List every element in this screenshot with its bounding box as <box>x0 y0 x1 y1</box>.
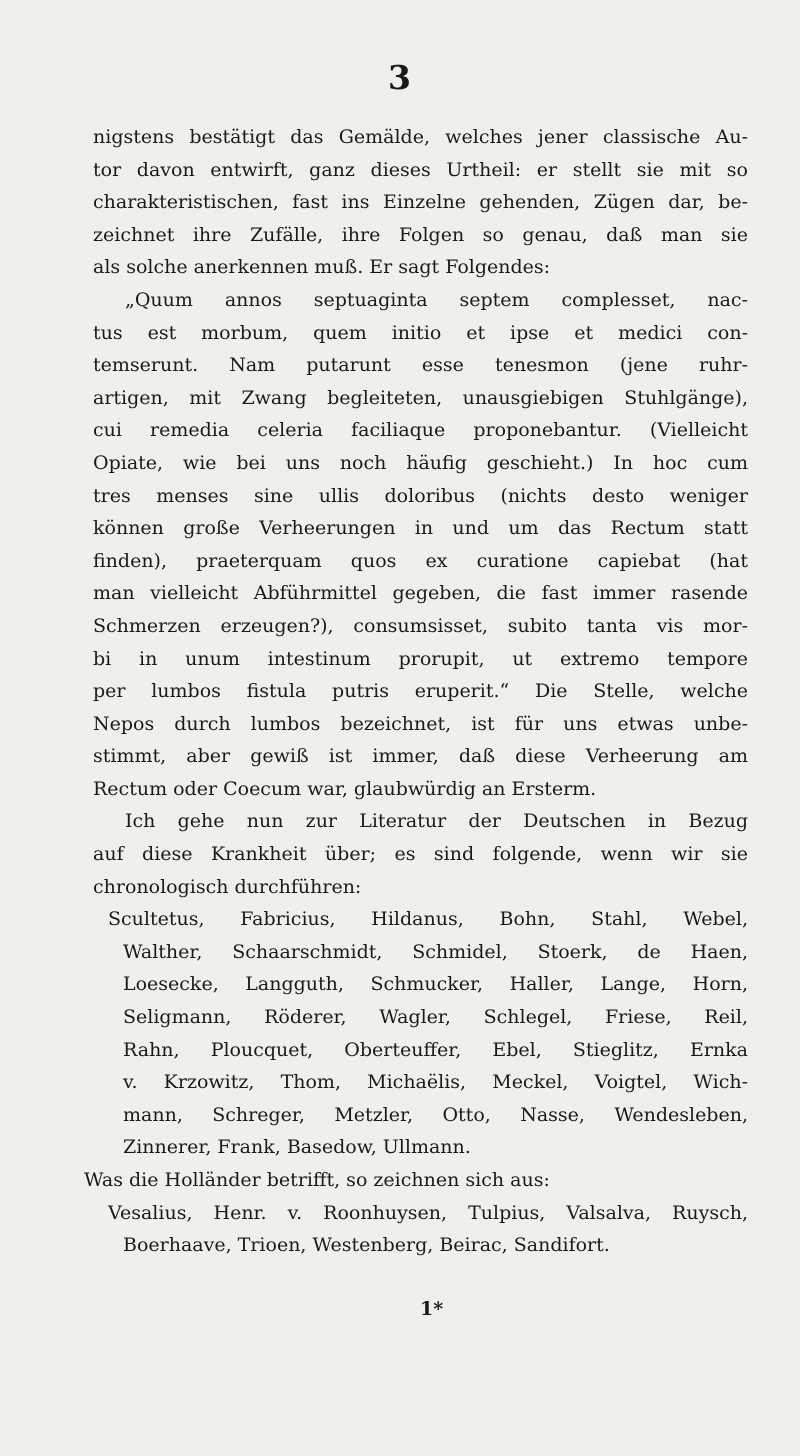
text-line: Nepos durch lumbos bezeichnet, ist für uns etwas unbe- <box>93 712 748 735</box>
text-line: Boerhaave, Trioen, Westenberg, Beirac, Sandifort. <box>123 1234 610 1257</box>
text-line: chronologisch durchführen: <box>93 875 362 898</box>
text-line: Ich gehe nun zur Literatur der Deutschen in Bezug <box>125 810 748 833</box>
text-line: „Quum annos septuaginta septem complesset, nac- <box>125 288 748 311</box>
text-line: mann, Schreger, Metzler, Otto, Nasse, Wendesleben, <box>123 1103 748 1126</box>
signature-mark: 1* <box>420 1298 444 1320</box>
text-line: tus est morbum, quem initio et ipse et medici con- <box>93 321 748 344</box>
text-line: Walther, Schaarschmidt, Schmidel, Stoerk, de Haen, <box>123 940 748 963</box>
text-line: artigen, mit Zwang begleiteten, unausgiebigen Stuhlgänge), <box>93 386 748 409</box>
text-line: cui remedia celeria faciliaque proponebantur. (Vielleicht <box>93 419 748 442</box>
text-line: nigstens bestätigt das Gemälde, welches jener classische Au- <box>93 126 748 148</box>
text-line: als solche anerkennen muß. Er sagt Folgendes: <box>93 256 551 279</box>
text-line: Seligmann, Röderer, Wagler, Schlegel, Friese, Reil, <box>123 1006 748 1029</box>
text-line: tor davon entwirft, ganz dieses Urtheil: er stellt sie mit so <box>93 158 748 181</box>
text-line: Rectum oder Coecum war, glaubwürdig an Ersterm. <box>93 777 597 800</box>
text-line: charakteristischen, fast ins Einzelne gehenden, Zügen dar, be- <box>93 191 748 214</box>
text-line: Vesalius, Henr. v. Roonhuysen, Tulpius, Valsalva, Ruysch, <box>108 1201 748 1224</box>
page-number: 3 <box>388 58 412 97</box>
text-line: man vielleicht Abführmittel gegeben, die fast immer rasende <box>93 582 748 605</box>
text-line: tres menses sine ullis doloribus (nichts desto weniger <box>93 484 748 507</box>
body-text <box>84 121 748 1262</box>
text-line: Scultetus, Fabricius, Hildanus, Bohn, Stahl, Webel, <box>108 908 748 931</box>
text-line: Zinnerer, Frank, Basedow, Ullmann. <box>123 1136 471 1159</box>
text-line: v. Krzowitz, Thom, Michaëlis, Meckel, Voigtel, Wich- <box>123 1071 748 1094</box>
text-line: bi in unum intestinum prorupit, ut extremo tempore <box>93 647 748 670</box>
text-line: Schmerzen erzeugen?), consumsisset, subito tanta vis mor- <box>93 614 748 637</box>
text-line: finden), praeterquam quos ex curatione capiebat (hat <box>93 549 748 572</box>
text-line: können große Verheerungen in und um das Rectum statt <box>93 517 748 540</box>
text-line: stimmt, aber gewiß ist immer, daß diese Verheerung am <box>93 745 748 768</box>
text-line: Loesecke, Langguth, Schmucker, Haller, Lange, Horn, <box>123 973 748 996</box>
text-line: temserunt. Nam putarunt esse tenesmon (jene ruhr- <box>93 354 748 377</box>
text-line: auf diese Krankheit über; es sind folgende, wenn wir sie <box>93 843 748 866</box>
text-line: per lumbos fistula putris eruperit.“ Die Stelle, welche <box>93 680 748 703</box>
text-line: zeichnet ihre Zufälle, ihre Folgen so genau, daß man sie <box>93 223 748 246</box>
text-line: Was die Holländer betrifft, so zeichnen sich aus: <box>84 1169 550 1191</box>
text-line: Opiate, wie bei uns noch häufig geschieht.) In hoc cum <box>93 451 748 474</box>
text-line: Rahn, Ploucquet, Oberteuffer, Ebel, Stieglitz, Ernka <box>123 1038 748 1061</box>
